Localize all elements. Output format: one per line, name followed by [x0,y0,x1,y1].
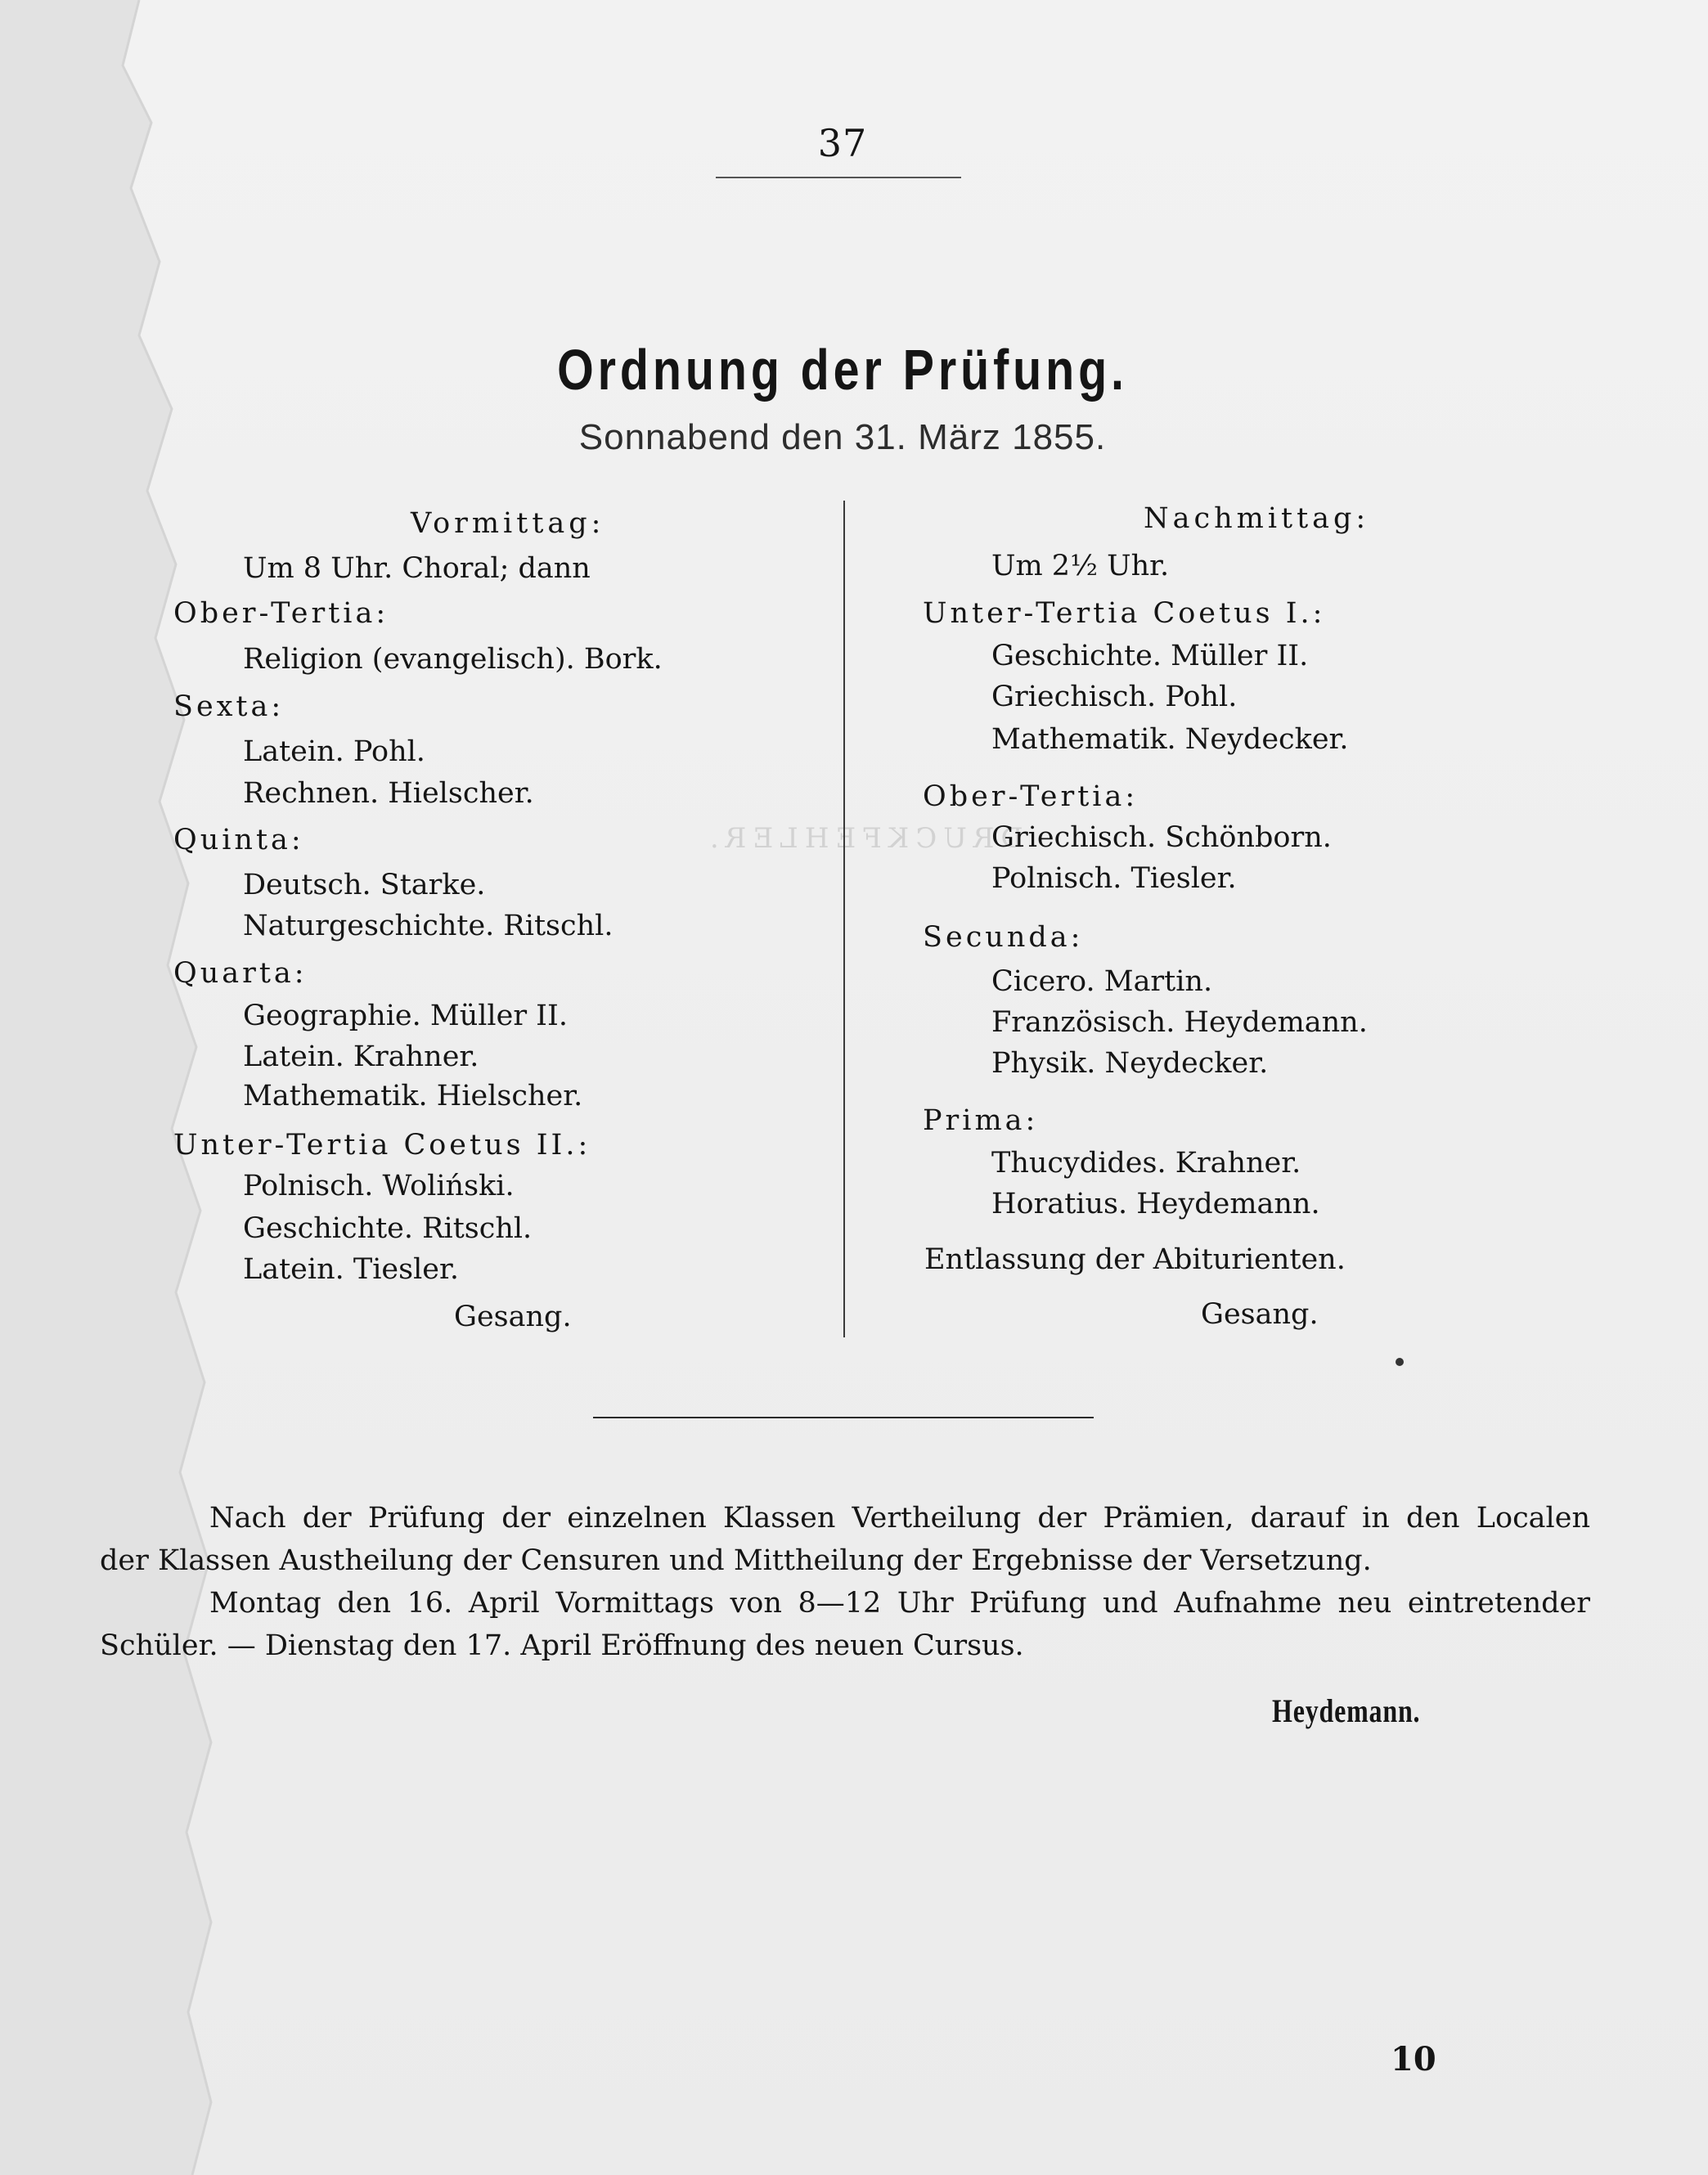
subject-line: Polnisch. Tiesler. [991,862,1237,895]
subject-line: Mathematik. Neydecker. [991,723,1349,756]
subject-line: Französisch. Heydemann. [991,1006,1368,1039]
subject-line: Thucydides. Krahner. [991,1147,1301,1180]
notice-line: Montag den 16. April Vormittags von 8—12 Uhr Prüfung und Aufnahme neu eintretender [209,1587,1590,1620]
subject-line: Naturgeschichte. Ritschl. [243,910,614,942]
class-heading: Quarta: [173,957,308,990]
subject-line: Geschichte. Ritschl. [243,1212,533,1245]
morning-start: Um 8 Uhr. Choral; dann [243,552,591,585]
ink-speck [1396,1358,1404,1366]
subject-line: Physik. Neydecker. [991,1047,1269,1080]
subject-line: Latein. Pohl. [243,735,425,768]
class-heading: Secunda: [923,921,1084,954]
afternoon-start: Um 2½ Uhr. [991,550,1170,582]
subject-line: Latein. Tiesler. [243,1253,460,1286]
class-heading: Sexta: [173,690,285,723]
morning-heading: Vormittag: [411,507,605,540]
subject-line: Rechnen. Hielscher. [243,777,534,810]
class-heading: Ober-Tertia: [173,597,389,630]
subject-line: Geographie. Müller II. [243,1000,568,1032]
subject-line: Deutsch. Starke. [243,869,486,901]
sheet-number: 10 [1391,2040,1436,2078]
subject-line: Griechisch. Schönborn. [991,821,1332,854]
morning-closing: Gesang. [454,1301,572,1333]
page-title: Ordnung der Prüfung. [557,338,1128,402]
class-heading: Prima: [923,1104,1039,1137]
subject-line: Horatius. Heydemann. [991,1188,1320,1220]
signature: Heydemann. [1272,1692,1421,1729]
notice-paragraph [100,1497,1590,1582]
page-number: 37 [817,121,868,165]
subject-line: Latein. Krahner. [243,1040,479,1073]
class-heading: Quinta: [173,824,304,856]
notice-line: der Klassen Austheilung der Censuren und Mittheilung der Ergebnisse der Versetzung. [100,1544,1372,1577]
subject-line: Griechisch. Pohl. [991,681,1238,713]
section-rule [593,1417,1094,1418]
class-heading: Unter-Tertia Coetus I.: [923,597,1326,630]
notice-paragraph [100,1582,1590,1667]
class-heading: Unter-Tertia Coetus II.: [173,1129,591,1162]
column-divider [843,501,845,1337]
subject-line: Mathematik. Hielscher. [243,1080,583,1112]
notice-line: Nach der Prüfung der einzelnen Klassen Vertheilung der Prämien, darauf in den Localen [209,1502,1590,1535]
subject-line: Religion (evangelisch). Bork. [243,643,663,676]
torn-paper-edge [0,0,213,2175]
afternoon-closing: Gesang. [1201,1298,1319,1331]
subject-line: Cicero. Martin. [991,965,1213,998]
page-subtitle: Sonnabend den 31. März 1855. [578,417,1107,457]
bleed-through-text: DRUCKFEHLER. [703,822,1023,855]
subject-line: Polnisch. Woliński. [243,1170,515,1202]
header-rule [716,177,961,178]
notice-line: Schüler. — Dienstag den 17. April Eröffnung des neuen Cursus. [100,1629,1024,1662]
subject-line: Geschichte. Müller II. [991,640,1309,672]
class-heading: Ober-Tertia: [923,780,1139,813]
afternoon-heading: Nachmittag: [1144,502,1370,535]
afternoon-dismissal: Entlassung der Abiturienten. [924,1243,1346,1276]
